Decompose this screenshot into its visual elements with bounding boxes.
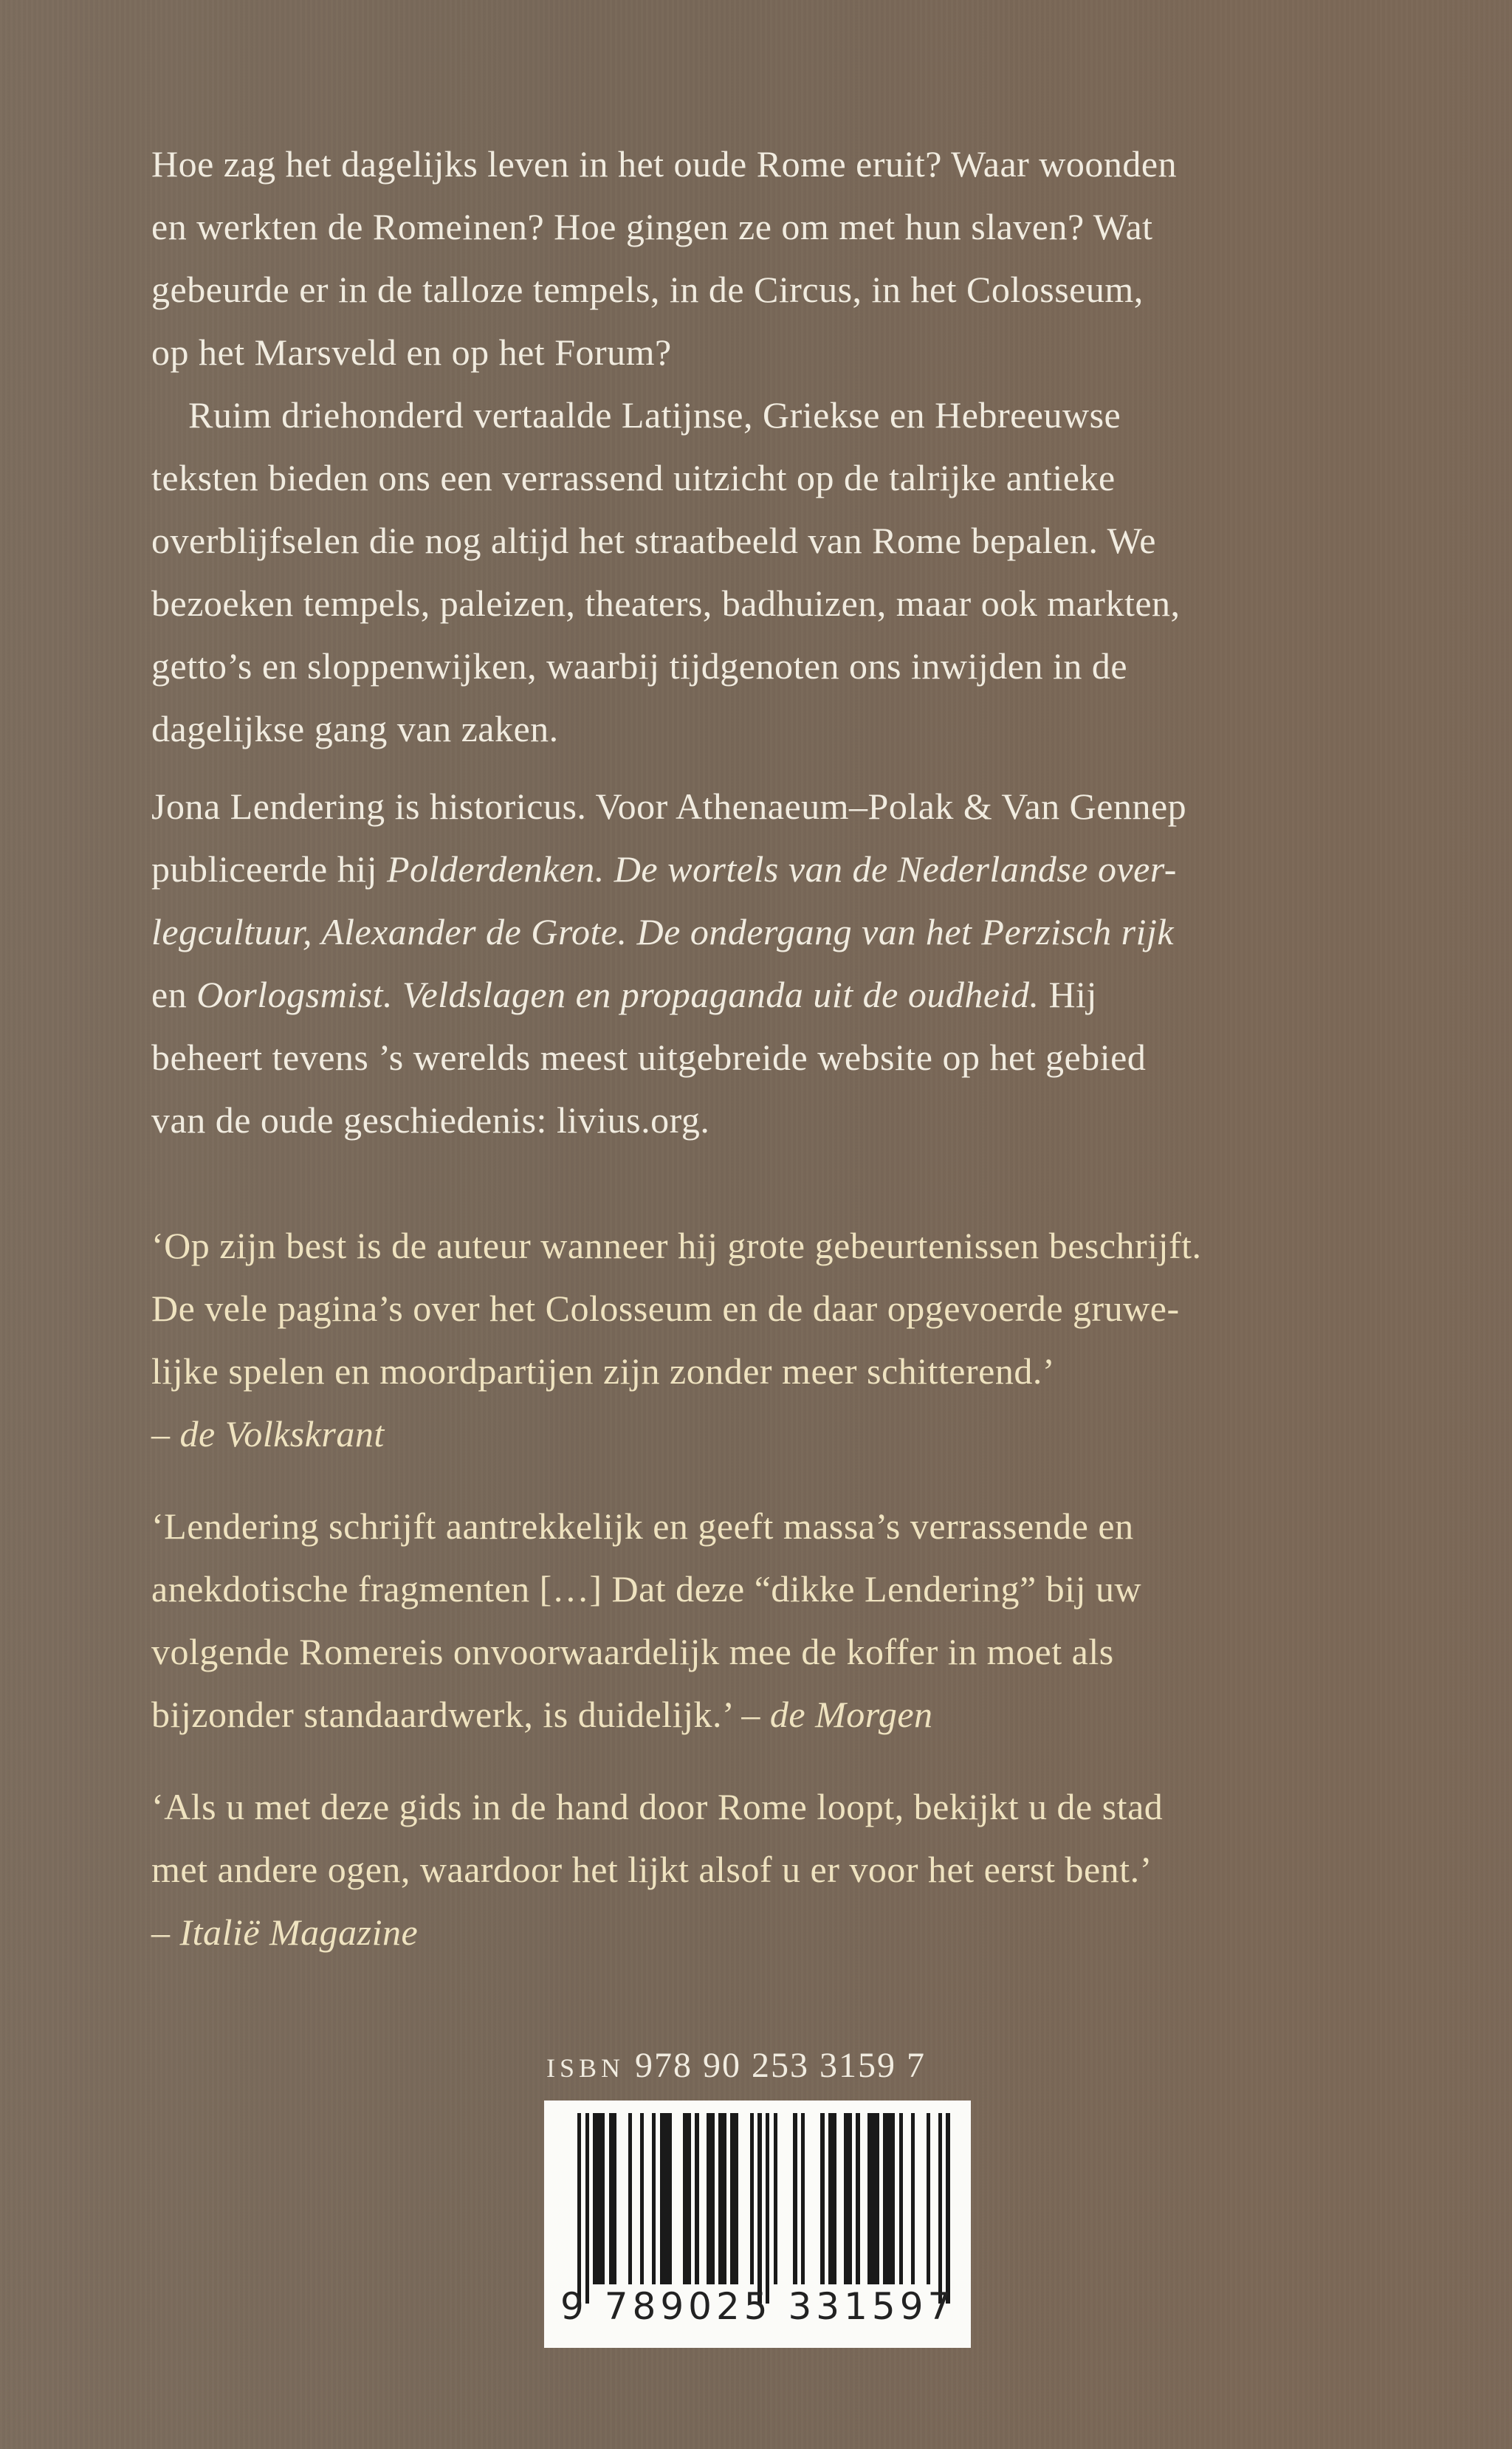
review-quote-volkskrant (151, 1215, 1392, 1466)
text-line: De vele pagina’s over het Colosseum en de daar opgevoerde gruwe- (151, 1288, 1180, 1329)
text-line: op het Marsveld en op het Forum? (151, 332, 672, 373)
text-line: Ruim driehonderd vertaalde Latijnse, Griekse en Hebreeuwse (188, 394, 1121, 436)
text-line: lijke spelen en moordpartijen zijn zonder meer schitterend.’ (151, 1350, 1055, 1392)
barcode-digits: 9 789025 331597 (560, 2285, 956, 2328)
barcode-bar (946, 2113, 949, 2304)
isbn-number: 978 90 253 3159 7 (635, 2046, 927, 2085)
text-line: getto’s en sloppenwijken, waarbij tijdgenoten ons inwijden in de (151, 645, 1128, 687)
text-line: bezoeken tempels, paleizen, theaters, badhuizen, maar ook markten, (151, 583, 1181, 624)
barcode-bars (577, 2113, 950, 2290)
source-name: de Morgen (769, 1694, 933, 1735)
book-title: legcultuur, Alexander de Grote. De ondergang van het Perzisch rijk (151, 911, 1175, 952)
book-title: Polderdenken. De wortels van de Nederlandse over- (387, 848, 1177, 890)
review-source (151, 1683, 1392, 1746)
back-cover-text (151, 133, 1392, 1964)
text-line: overblijfselen die nog altijd het straatbeeld van Rome bepalen. We (151, 520, 1156, 561)
blurb-paragraph-1 (151, 133, 1392, 384)
blurb-paragraph-2 (151, 384, 1392, 760)
text-line: anekdotische fragmenten […] Dat deze “dikke Lendering” bij uw (151, 1568, 1142, 1610)
text-line: van de oude geschiedenis: livius.org. (151, 1099, 710, 1141)
text-line: ‘Op zijn best is de auteur wanneer hij grote gebeurtenissen beschrijft. (151, 1225, 1202, 1266)
text-line: beheert tevens ’s werelds meest uitgebreide website op het gebied (151, 1037, 1147, 1078)
text-line (151, 901, 1392, 964)
text-span: – (151, 1912, 180, 1953)
review-source (151, 1403, 1392, 1466)
text-line: ‘Als u met deze gids in de hand door Rome loopt, bekijkt u de stad (151, 1786, 1164, 1827)
source-name: Italië Magazine (179, 1912, 419, 1953)
text-line: met andere ogen, waardoor het lijkt alsof u er voor het eerst bent.’ (151, 1849, 1152, 1890)
text-line: teksten bieden ons een verrassend uitzicht op de talrijke antieke (151, 457, 1116, 498)
review-quote-morgen (151, 1495, 1392, 1746)
text-span: bijzonder standaardwerk, is duidelijk.’ – (151, 1694, 770, 1735)
source-name: de Volkskrant (179, 1413, 385, 1454)
isbn-label: ISBN (546, 2053, 625, 2083)
text-line: ‘Lendering schrijft aantrekkelijk en geeft massa’s verrassende en (151, 1505, 1134, 1547)
text-line: en werkten de Romeinen? Hoe gingen ze om met hun slaven? Wat (151, 206, 1153, 247)
book-title: Oorlogsmist. Veldslagen en propaganda uit de oudheid. (196, 974, 1040, 1015)
review-source (151, 1901, 1392, 1964)
text-line (151, 838, 1392, 901)
author-bio (151, 775, 1392, 1152)
text-line: Jona Lendering is historicus. Voor Athenaeum–Polak & Van Gennep (151, 786, 1187, 827)
text-span: publiceerde hij (151, 848, 387, 890)
text-line: dagelijkse gang van zaken. (151, 708, 559, 749)
text-line: gebeurde er in de talloze tempels, in de Circus, in het Colosseum, (151, 269, 1144, 310)
barcode (544, 2101, 971, 2348)
text-span: Hij (1039, 974, 1097, 1015)
text-line: volgende Romereis onvoorwaardelijk mee de koffer in moet als (151, 1631, 1114, 1672)
review-quote-italie-magazine (151, 1776, 1392, 1964)
text-line: Hoe zag het dagelijks leven in het oude Rome eruit? Waar woonden (151, 143, 1178, 185)
text-span: – (151, 1413, 180, 1454)
isbn-text (546, 2045, 926, 2086)
text-line (151, 964, 1392, 1026)
text-span: en (151, 974, 197, 1015)
